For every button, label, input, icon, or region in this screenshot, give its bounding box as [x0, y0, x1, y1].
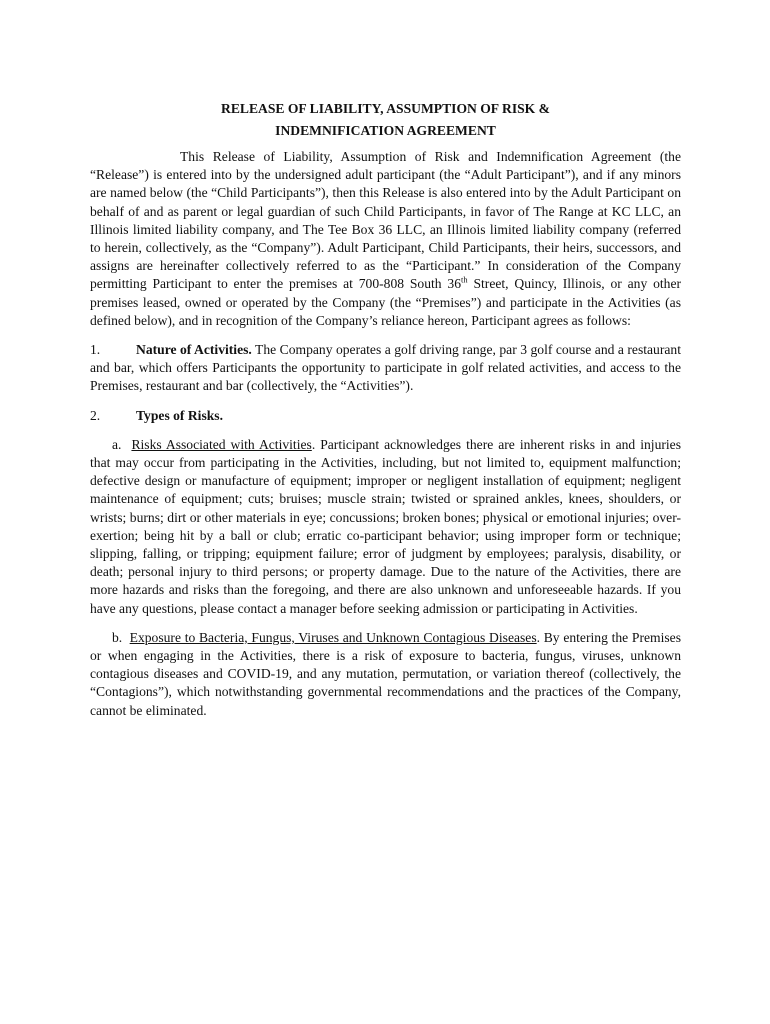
section-1-number: 1.	[90, 342, 101, 358]
document-title	[90, 98, 681, 142]
section-2-types-of-risks	[90, 407, 681, 425]
subsection-b-exposure	[90, 629, 681, 720]
subsection-a-text: . Participant acknowledges there are inherent risks in and injuries that may occur from participating in the Activities, including, but not limited to, equipment malfunction; defective design or manufacture of equipment; improper or negligent installation of equipment; negligent maintenance of equipment; cuts; bruises; muscle strain; twisted or sprained ankles, knees, shoulders, or wrists; burns; dirt or other materials in eye; concussions; broken bones; physical or emotional injuries; over-exertion; being hit by a ball or club; erratic co-participant behavior; using improper form or technique; slipping, falling, or tripping; equipment failure; error of judgment by employees; paralysis, disability, or death; personal injury to third persons; or property damage. Due to the nature of the Activities, there are more hazards and risks than the foregoing, and there are also unknown and unforeseeable hazards. If you have any questions, please contact a manager before seeking admission or participating in Activities.	[90, 436, 681, 616]
intro-superscript: th	[461, 274, 468, 285]
intro-text-part1: This Release of Liability, Assumption of Risk and Indemnification Agreement (the “Release”) is entered into by the undersigned adult participant (the “Adult Participant”), and if any minors are named below (the “Child Participants”), then this Release is also entered into by the Adult Participant on behalf of and as parent or legal guardian of such Child Participants, in favor of The Range at KC LLC, an Illinois limited liability company, and The Tee Box 36 LLC, an Illinois limited liability company (referred to herein, collectively, as the “Company”). Adult Participant, Child Participants, their heirs, successors, and assigns are hereinafter collectively referred to as the “Participant.” In consideration of the Company permitting Participant to enter the premises at 700-808 South 36	[90, 149, 681, 292]
document-page	[90, 98, 681, 720]
subsection-a-label: a.	[112, 436, 122, 452]
subsection-b-label: b.	[112, 629, 123, 645]
section-2-number: 2.	[90, 407, 101, 423]
section-1-nature-of-activities	[90, 341, 681, 396]
intro-paragraph	[90, 148, 681, 330]
subsection-a-heading: Risks Associated with Activities	[131, 436, 312, 452]
intro-text-part2: Street, Quincy, Illinois, or any other premises leased, owned or operated by the Company (the “Premises”) and participate in the Activities (as defined below), and in recognition of the Company’s reliance hereon, Participant agrees as follows:	[90, 276, 681, 328]
subsection-b-heading: Exposure to Bacteria, Fungus, Viruses and Unknown Contagious Diseases	[129, 629, 537, 645]
section-1-heading: Nature of Activities.	[136, 342, 252, 358]
section-1-text: The Company operates a golf driving range, par 3 golf course and a restaurant and bar, which offers Participants the opportunity to participate in golf related activities, and access to the Premises, restaurant and bar (collectively, the “Activities”).	[90, 342, 681, 394]
title-line-1: RELEASE OF LIABILITY, ASSUMPTION OF RISK &	[221, 101, 550, 116]
subsection-a-risks	[90, 436, 681, 618]
title-line-2: INDEMNIFICATION AGREEMENT	[275, 123, 496, 138]
section-2-heading: Types of Risks.	[136, 407, 223, 423]
subsection-b-text: . By entering the Premises or when engaging in the Activities, there is a risk of exposure to bacteria, fungus, viruses, unknown contagious diseases and COVID-19, and any mutation, permutation, or variation thereof (collectively, the “Contagions”), which notwithstanding governmental recommendations and the practices of the Company, cannot be eliminated.	[90, 629, 681, 718]
